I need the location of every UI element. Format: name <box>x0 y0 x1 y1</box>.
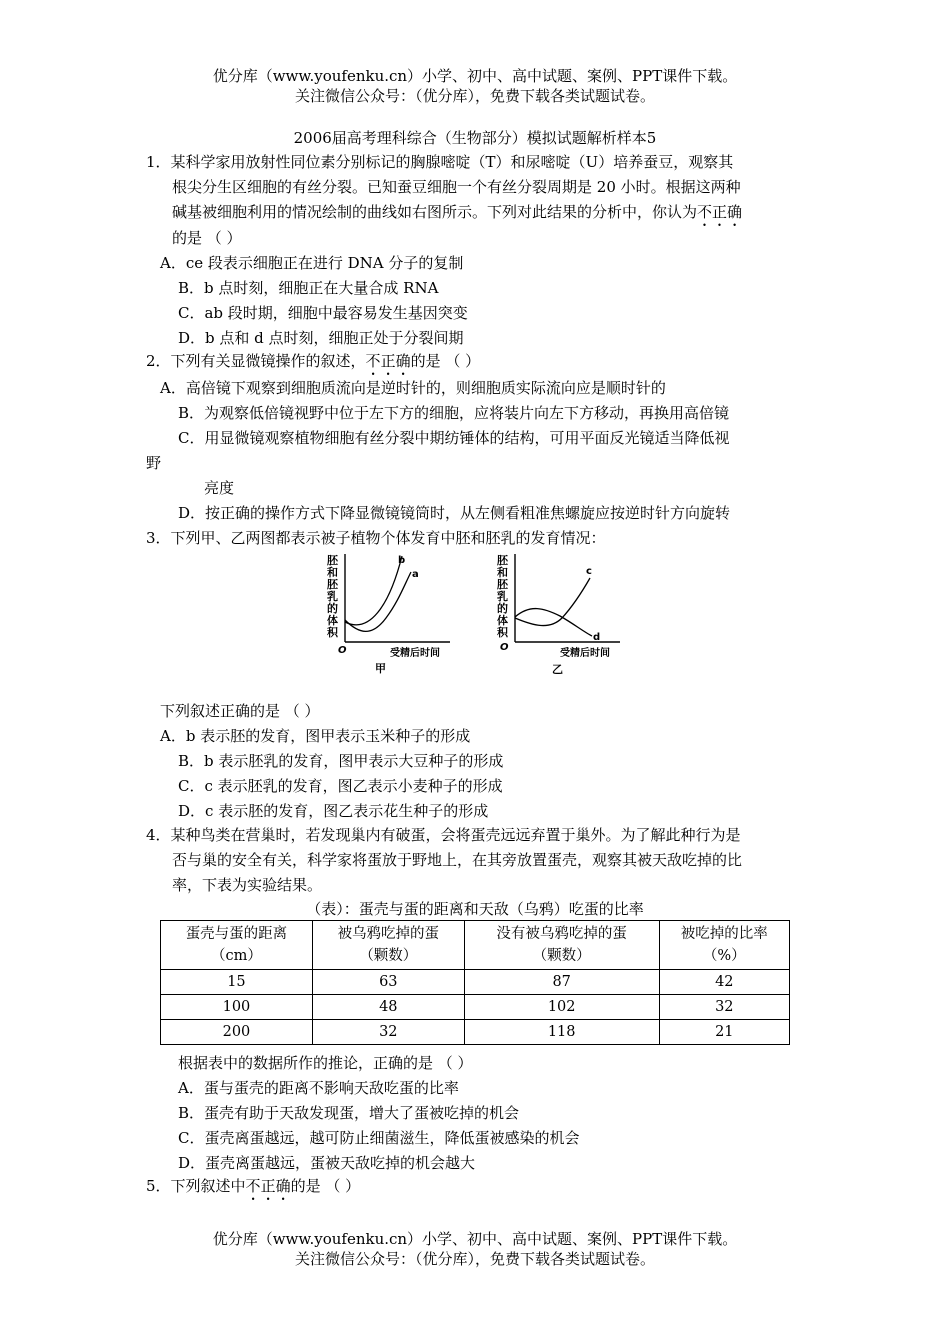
footer-line-2: 关注微信公众号：（优分库），免费下载各类试题试卷。 <box>294 1250 655 1268</box>
q5-line-1-text: 5．下列叙述中 <box>146 1177 246 1195</box>
q2-option-b: B．为观察低倍镜视野中位于左下方的细胞，应将装片向左下方移动，再换用高倍镜 <box>178 404 730 422</box>
q1-option-a: A．ce 段表示细胞正在进行 DNA 分子的复制 <box>160 254 464 272</box>
header-text: 被吃掉的比率 <box>680 926 768 942</box>
table-cell: 21 <box>659 1020 789 1045</box>
q2-option-c-1: C．用显微镜观察植物细胞有丝分裂中期纺锤体的结构，可用平面反光镜适当降低视 <box>178 429 730 447</box>
table-cell: 118 <box>464 1020 659 1045</box>
header-line-1: 优分库（www.youfenku.cn）小学、初中、高中试题、案例、PPT课件下载。 <box>212 67 738 85</box>
header-unit: （颗数） <box>359 948 418 964</box>
caption-yi: 乙 <box>552 663 563 676</box>
q4-option-d: D．蛋壳离蛋越远，蛋被天敌吃掉的机会越大 <box>178 1154 476 1172</box>
q1-emph-2: 正 <box>712 203 728 221</box>
q3-line-1: 3．下列甲、乙两图都表示被子植物个体发育中胚和胚乳的发育情况： <box>146 529 606 547</box>
q4-line-3: 率，下表为实验结果。 <box>172 876 323 894</box>
ylabel-char: 胚 <box>497 578 508 591</box>
ylabel-char: 和 <box>497 566 508 579</box>
header-text: 被乌鸦吃掉的蛋 <box>337 926 440 942</box>
header-line-2: 关注微信公众号：（优分库），免费下载各类试题试卷。 <box>294 87 655 105</box>
q1-line-3 <box>172 202 742 222</box>
q2-emph-3: 确 <box>395 352 411 370</box>
q2-option-a: A．高倍镜下观察到细胞质流向是逆时针的，则细胞质实际流向应是顺时针的 <box>160 379 666 397</box>
q2-option-c-3: 亮度 <box>204 479 235 497</box>
results-table <box>160 920 790 1045</box>
q5-emph-3: 确 <box>275 1177 291 1195</box>
q1-line-1: 1．某科学家用放射性同位素分别标记的胸腺嘧啶（T）和尿嘧啶（U）培养蚕豆，观察其 <box>146 153 734 171</box>
q1-option-b: B．b 点时刻，细胞正在大量合成 RNA <box>178 279 439 297</box>
q2-option-c-2: 野 <box>146 454 162 472</box>
table-row <box>161 995 790 1020</box>
figure-yi <box>494 552 634 678</box>
table-title: （表）：蛋壳与蛋的距离和天敌（乌鸦）吃蛋的比率 <box>306 900 644 918</box>
table-cell: 32 <box>659 995 789 1020</box>
ylabel-char: 乳 <box>327 590 338 603</box>
header-text: 没有被乌鸦吃掉的蛋 <box>496 926 627 942</box>
table-row <box>161 1020 790 1045</box>
q2-line-1-tail: 的是 （ ） <box>410 352 481 370</box>
footer-line-1: 优分库（www.youfenku.cn）小学、初中、高中试题、案例、PPT课件下载。 <box>212 1230 738 1248</box>
table-cell: 48 <box>312 995 464 1020</box>
table-header-cell <box>464 921 659 970</box>
curve-b <box>345 556 402 625</box>
ylabel-char: 胚 <box>327 554 338 567</box>
q1-line-2: 根尖分生区细胞的有丝分裂。已知蚕豆细胞一个有丝分裂周期是 20 小时。根据这两种 <box>172 178 741 196</box>
q2-emph-1: 不 <box>365 352 381 370</box>
curve-label-d: d <box>593 632 601 643</box>
ylabel-char: 积 <box>327 626 338 639</box>
table-row <box>161 970 790 995</box>
table-cell: 32 <box>312 1020 464 1045</box>
x-axis-label: 受精后时间 <box>560 648 610 659</box>
q1-line-3-text: 碱基被细胞利用的情况绘制的曲线如右图所示。下列对此结果的分析中，你认为 <box>172 203 698 221</box>
q4-option-b: B．蛋壳有助于天敌发现蛋，增大了蛋被吃掉的机会 <box>178 1104 520 1122</box>
table-cell: 42 <box>659 970 789 995</box>
ylabel-char: 的 <box>497 602 508 615</box>
table-cell: 102 <box>464 995 659 1020</box>
curve-label-b: b <box>398 555 406 566</box>
ylabel-char: 积 <box>497 626 508 639</box>
header-unit: （cm） <box>211 948 262 964</box>
q3-option-d: D．c 表示胚的发育，图乙表示花生种子的形成 <box>178 802 489 820</box>
ylabel-char: 胚 <box>327 578 338 591</box>
curve-label-a: a <box>412 569 419 580</box>
q1-option-d: D．b 点和 d 点时刻，细胞正处于分裂间期 <box>178 329 464 347</box>
curve-c <box>515 578 590 626</box>
page-title: 2006届高考理科综合（生物部分）模拟试题解析样本5 <box>293 129 657 147</box>
table-cell: 87 <box>464 970 659 995</box>
q1-emph-3: 确 <box>727 203 743 221</box>
q1-option-c: C．ab 段时期，细胞中最容易发生基因突变 <box>178 304 468 322</box>
figure-jia-ylabel <box>327 553 339 639</box>
table-cell: 100 <box>161 995 313 1020</box>
table-header-row <box>161 921 790 970</box>
q4-line-2: 否与巢的安全有关，科学家将蛋放于野地上，在其旁放置蛋壳，观察其被天敌吃掉的比 <box>172 851 743 869</box>
table-header-cell <box>161 921 313 970</box>
ylabel-char: 体 <box>497 614 508 627</box>
q3-stem: 下列叙述正确的是 （ ） <box>160 702 320 720</box>
table-cell: 15 <box>161 970 313 995</box>
curve-a <box>345 572 411 631</box>
q4-option-a: A．蛋与蛋壳的距离不影响天敌吃蛋的比率 <box>178 1079 459 1097</box>
q3-option-c: C．c 表示胚乳的发育，图乙表示小麦种子的形成 <box>178 777 503 795</box>
q3-option-a: A．b 表示胚的发育，图甲表示玉米种子的形成 <box>160 727 471 745</box>
header-text: 蛋壳与蛋的距离 <box>185 926 288 942</box>
table-header-cell <box>659 921 789 970</box>
q1-emph-1: 不 <box>697 203 713 221</box>
q4-line-1: 4．某种鸟类在营巢时，若发现巢内有破蛋，会将蛋壳远远弃置于巢外。为了解此种行为是 <box>146 826 741 844</box>
ylabel-char: 体 <box>327 614 338 627</box>
q4-stem: 根据表中的数据所作的推论，正确的是 （ ） <box>178 1054 473 1072</box>
q5-line-1-tail: 的是 （ ） <box>290 1177 361 1195</box>
q5-emph-1: 不 <box>245 1177 261 1195</box>
ylabel-char: 的 <box>327 602 338 615</box>
header-unit: （颗数） <box>532 948 591 964</box>
curve-label-c: c <box>586 566 592 577</box>
q3-option-b: B．b 表示胚乳的发育，图甲表示大豆种子的形成 <box>178 752 504 770</box>
table-cell: 200 <box>161 1020 313 1045</box>
q2-emph-2: 正 <box>380 352 396 370</box>
q5-emph-2: 正 <box>260 1177 276 1195</box>
ylabel-char: 和 <box>327 566 338 579</box>
q1-line-4: 的是 （ ） <box>172 229 242 247</box>
origin-label: O <box>338 645 347 656</box>
table-cell: 63 <box>312 970 464 995</box>
q2-line-1 <box>146 351 480 371</box>
x-axis-label: 受精后时间 <box>390 648 440 659</box>
ylabel-char: 乳 <box>497 590 508 603</box>
table-header-cell <box>312 921 464 970</box>
caption-jia: 甲 <box>375 662 386 675</box>
ylabel-char: 胚 <box>497 554 508 567</box>
q2-option-d: D．按正确的操作方式下降显微镜镜筒时，从左侧看粗准焦螺旋应按逆时针方向旋转 <box>178 504 731 522</box>
figure-yi-ylabel <box>497 553 509 639</box>
header-unit: （%） <box>702 948 746 964</box>
q5-line-1 <box>146 1176 360 1196</box>
q2-line-1-text: 2．下列有关显微镜操作的叙述， <box>146 352 366 370</box>
origin-label: O <box>500 642 509 653</box>
figure-jia <box>324 552 464 678</box>
q4-option-c: C．蛋壳离蛋越远，越可防止细菌滋生，降低蛋被感染的机会 <box>178 1129 580 1147</box>
